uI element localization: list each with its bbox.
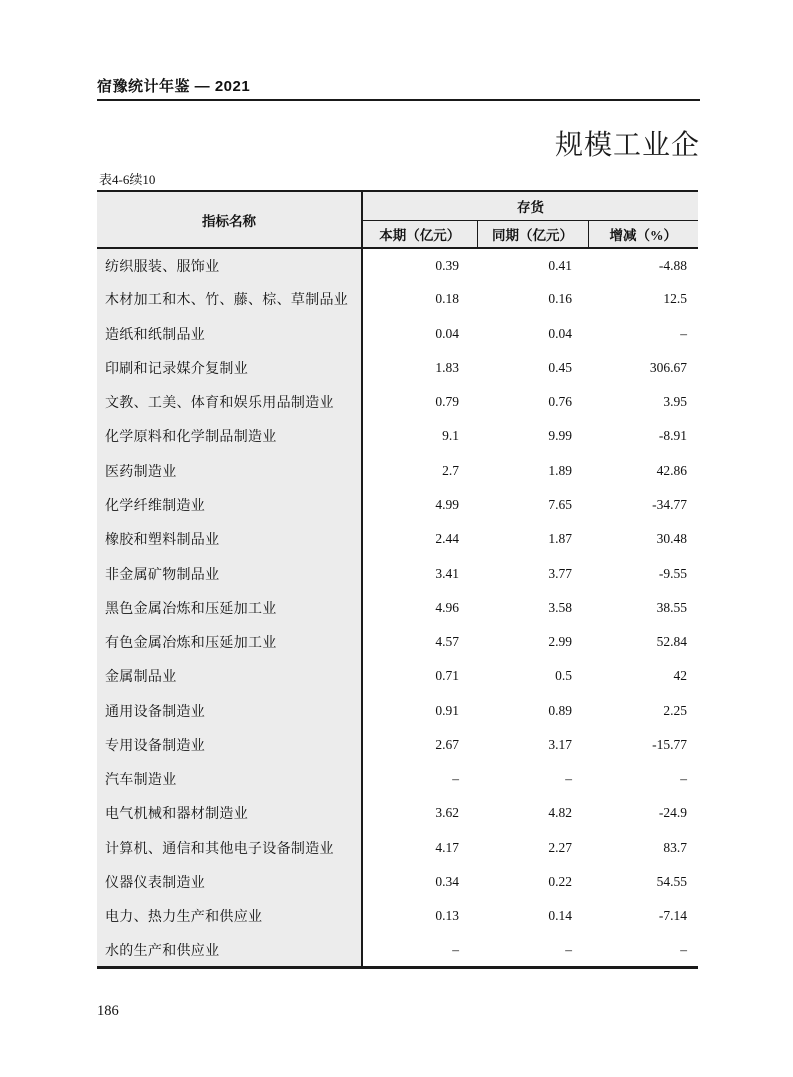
table-row (97, 488, 698, 522)
value-current: 1.83 (362, 351, 477, 385)
row-label: 通用设备制造业 (97, 693, 362, 727)
table-row (97, 625, 698, 659)
value-change: 38.55 (588, 591, 698, 625)
table-header (97, 191, 698, 248)
value-change: 42 (588, 659, 698, 693)
value-same-period: 4.82 (477, 796, 588, 830)
row-label: 汽车制造业 (97, 762, 362, 796)
table-row (97, 865, 698, 899)
table-row (97, 317, 698, 351)
table-row (97, 693, 698, 727)
column-header-same-period: 同期（亿元） (477, 220, 588, 248)
value-current: 0.79 (362, 385, 477, 419)
row-label: 化学原料和化学制品制造业 (97, 419, 362, 453)
value-change: -4.88 (588, 248, 698, 282)
value-change: -24.9 (588, 796, 698, 830)
value-change: -34.77 (588, 488, 698, 522)
table-row (97, 522, 698, 556)
table-row (97, 419, 698, 453)
value-current: 2.7 (362, 454, 477, 488)
value-current: 0.13 (362, 899, 477, 933)
value-current: 3.41 (362, 556, 477, 590)
row-label: 计算机、通信和其他电子设备制造业 (97, 831, 362, 865)
value-same-period: 0.04 (477, 317, 588, 351)
value-current: 4.57 (362, 625, 477, 659)
value-change: 3.95 (588, 385, 698, 419)
value-change: – (588, 762, 698, 796)
table-row (97, 796, 698, 830)
value-current: 0.04 (362, 317, 477, 351)
table-row (97, 728, 698, 762)
value-same-period: – (477, 933, 588, 967)
column-header-current: 本期（亿元） (362, 220, 477, 248)
row-label: 文教、工美、体育和娱乐用品制造业 (97, 385, 362, 419)
value-current: 0.91 (362, 693, 477, 727)
row-label: 造纸和纸制品业 (97, 317, 362, 351)
value-current: 9.1 (362, 419, 477, 453)
value-same-period: 0.22 (477, 865, 588, 899)
table-row (97, 899, 698, 933)
column-header-indicator: 指标名称 (97, 191, 362, 248)
value-same-period: 0.76 (477, 385, 588, 419)
value-same-period: 2.27 (477, 831, 588, 865)
value-change: -15.77 (588, 728, 698, 762)
table-row (97, 454, 698, 488)
table-row (97, 248, 698, 282)
row-label: 电力、热力生产和供应业 (97, 899, 362, 933)
table-row (97, 591, 698, 625)
value-change: 30.48 (588, 522, 698, 556)
header-row-group (97, 191, 698, 220)
value-current: 0.18 (362, 282, 477, 316)
row-label: 黑色金属冶炼和压延加工业 (97, 591, 362, 625)
value-current: 0.71 (362, 659, 477, 693)
value-same-period: 1.89 (477, 454, 588, 488)
table-row (97, 762, 698, 796)
row-label: 电气机械和器材制造业 (97, 796, 362, 830)
page-number: 186 (97, 1003, 119, 1019)
value-change: 54.55 (588, 865, 698, 899)
value-same-period: 2.99 (477, 625, 588, 659)
value-current: 2.67 (362, 728, 477, 762)
value-change: 306.67 (588, 351, 698, 385)
column-header-group: 存货 (362, 191, 698, 220)
table-row (97, 282, 698, 316)
value-same-period: 0.14 (477, 899, 588, 933)
value-same-period: – (477, 762, 588, 796)
value-current: 0.39 (362, 248, 477, 282)
value-same-period: 3.58 (477, 591, 588, 625)
value-change: -9.55 (588, 556, 698, 590)
table-row (97, 659, 698, 693)
value-change: – (588, 317, 698, 351)
table-caption: 表4-6续10 (99, 172, 156, 187)
value-current: – (362, 933, 477, 967)
row-label: 木材加工和木、竹、藤、棕、草制品业 (97, 282, 362, 316)
column-header-change: 增减（%） (588, 220, 698, 248)
value-same-period: 0.45 (477, 351, 588, 385)
value-same-period: 1.87 (477, 522, 588, 556)
row-label: 纺织服装、服饰业 (97, 248, 362, 282)
row-label: 医药制造业 (97, 454, 362, 488)
page-title: 规模工业企 (554, 130, 700, 161)
inventory-table (97, 190, 698, 969)
value-current: 0.34 (362, 865, 477, 899)
row-label: 仪器仪表制造业 (97, 865, 362, 899)
running-head: 宿豫统计年鉴 — 2021 (97, 78, 700, 101)
value-change: 83.7 (588, 831, 698, 865)
row-label: 橡胶和塑料制品业 (97, 522, 362, 556)
value-same-period: 3.77 (477, 556, 588, 590)
value-same-period: 7.65 (477, 488, 588, 522)
value-same-period: 0.89 (477, 693, 588, 727)
row-label: 印刷和记录媒介复制业 (97, 351, 362, 385)
value-same-period: 0.16 (477, 282, 588, 316)
value-change: – (588, 933, 698, 967)
value-current: 2.44 (362, 522, 477, 556)
value-current: 4.99 (362, 488, 477, 522)
table-row (97, 933, 698, 967)
table-row (97, 385, 698, 419)
value-same-period: 0.5 (477, 659, 588, 693)
value-change: -8.91 (588, 419, 698, 453)
value-current: – (362, 762, 477, 796)
value-same-period: 3.17 (477, 728, 588, 762)
value-same-period: 9.99 (477, 419, 588, 453)
value-current: 4.17 (362, 831, 477, 865)
value-change: 2.25 (588, 693, 698, 727)
table-row (97, 556, 698, 590)
table-body (97, 248, 698, 968)
row-label: 金属制品业 (97, 659, 362, 693)
table-row (97, 831, 698, 865)
value-change: -7.14 (588, 899, 698, 933)
value-change: 52.84 (588, 625, 698, 659)
row-label: 非金属矿物制品业 (97, 556, 362, 590)
table-row (97, 351, 698, 385)
value-same-period: 0.41 (477, 248, 588, 282)
row-label: 水的生产和供应业 (97, 933, 362, 967)
row-label: 专用设备制造业 (97, 728, 362, 762)
value-current: 3.62 (362, 796, 477, 830)
value-current: 4.96 (362, 591, 477, 625)
row-label: 化学纤维制造业 (97, 488, 362, 522)
value-change: 42.86 (588, 454, 698, 488)
value-change: 12.5 (588, 282, 698, 316)
row-label: 有色金属冶炼和压延加工业 (97, 625, 362, 659)
